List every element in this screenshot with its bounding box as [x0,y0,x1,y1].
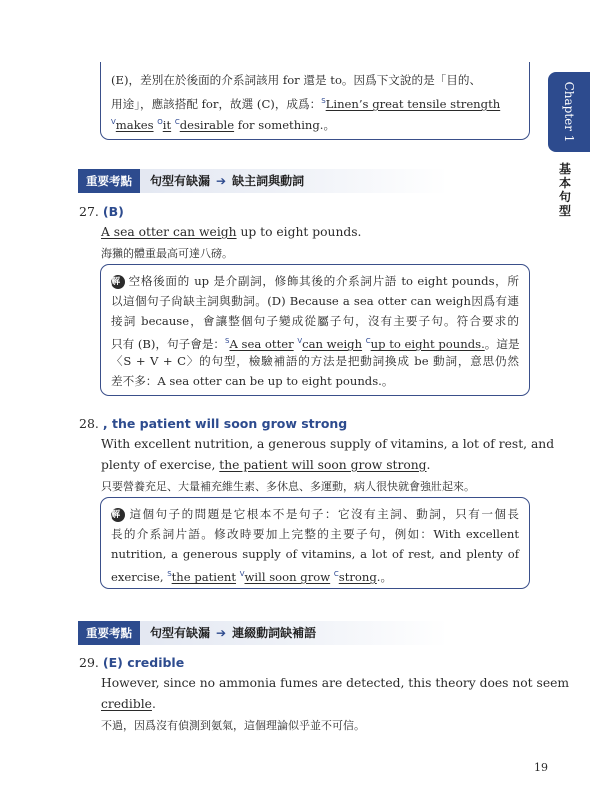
section-header-1 [78,169,448,193]
category-char: 本 [558,176,571,190]
box-line: 以這個句子尙缺主詞與動詞。(D) Because a sea otter can weigh因爲有連 [111,294,519,308]
answer: , the patient will soon grow strong [102,416,348,431]
explanation-box-28 [100,497,530,589]
question-29-translation: 不過，因爲沒有偵測到氨氣，這個理論似乎並不可信。 [101,719,365,732]
section-header-2 [78,621,448,645]
question-29-heading: 29. (E) credible [79,655,185,670]
chapter-tab [548,72,590,152]
category-char: 基 [558,162,571,176]
section-title: 句型有缺漏 ➔ 缺主詞與動詞 [150,174,305,188]
question-28-heading: 28. , the patient will soon grow strong [79,416,348,431]
box-line: 〈S + V + C〉的句型，檢驗補語的方法是把動詞換成 be 動詞，意思仍然 [111,354,519,368]
arrow-right-icon: ➔ [216,626,227,640]
answer: (E) credible [102,655,185,670]
chapter-category [556,162,574,218]
box-line: 解 空格後面的 up 是介副詞，修飾其後的介系詞片語 to eight pounds，所 [111,274,519,288]
prev-box-line-1: (E)，差別在於後面的介系詞該用 for 還是 to。因爲下文說的是「目的、 [111,73,482,87]
question-28-translation: 只要營養充足、大量補充維生素、多休息、多運動，病人很快就會強壯起來。 [101,480,475,493]
arrow-right-icon: ➔ [216,174,227,188]
box-line: exercise, $^S$the patient $^V$will soon grow $^C$strong.。 [111,570,393,584]
box-line: nutrition, a generous supply of vitamins, a lot of rest, and plenty of [111,547,519,561]
question-28-sentence-line-1: With excellent nutrition, a generous supply of vitamins, a lot of rest, and [101,437,555,451]
box-line: 解 這個句子的問題是它根本不是句子：它沒有主詞、動詞，只有一個長 [111,507,519,521]
category-char: 型 [558,204,571,218]
box-line: 接詞 because，會讓整個句子變成從屬子句，沒有主要子句。符合要求的 [111,314,519,328]
section-tag: 重要考點 [78,621,140,645]
category-char: 句 [558,190,571,204]
question-29-sentence-line-1: However, since no ammonia fumes are detected, this theory does not seem [101,676,570,690]
prev-box-line-3: $^V$makes $^O$it $^C$desirable for something.。 [111,118,336,132]
question-27-translation: 海獺的體重最高可達八磅。 [101,247,233,260]
question-27-sentence: A sea otter can weigh up to eight pounds. [101,225,362,239]
page-number: 19 [534,761,548,774]
explanation-mark-icon: 解 [111,508,125,522]
prev-box-line-2: 用途」，應該搭配 for，故選 (C)，成爲：$^S$Linen’s great tensile strength [111,97,501,111]
section-title: 句型有缺漏 ➔ 連綴動詞缺補語 [150,626,317,640]
question-29-sentence-line-2: credible. [101,697,156,711]
explanation-box-27 [100,264,530,396]
answer: (B) [102,204,124,219]
box-line: 差不多：A sea otter can be up to eight pounds.。 [111,374,394,388]
section-tag: 重要考點 [78,169,140,193]
box-line: 長的介系詞片語。修改時要加上完整的主要子句，例如：With excellent [111,527,519,541]
question-27-heading: 27. (B) [79,204,124,219]
chapter-label: Chapter 1 [562,81,576,143]
prev-explanation-box [100,62,530,140]
question-28-sentence-line-2: plenty of exercise, the patient will soon grow strong. [101,458,431,472]
explanation-mark-icon: 解 [111,275,125,289]
box-line: 只有 (B)，句子會是：$^S$A sea otter $^V$can weigh $^C$up to eight pounds.。這是 [111,337,520,351]
